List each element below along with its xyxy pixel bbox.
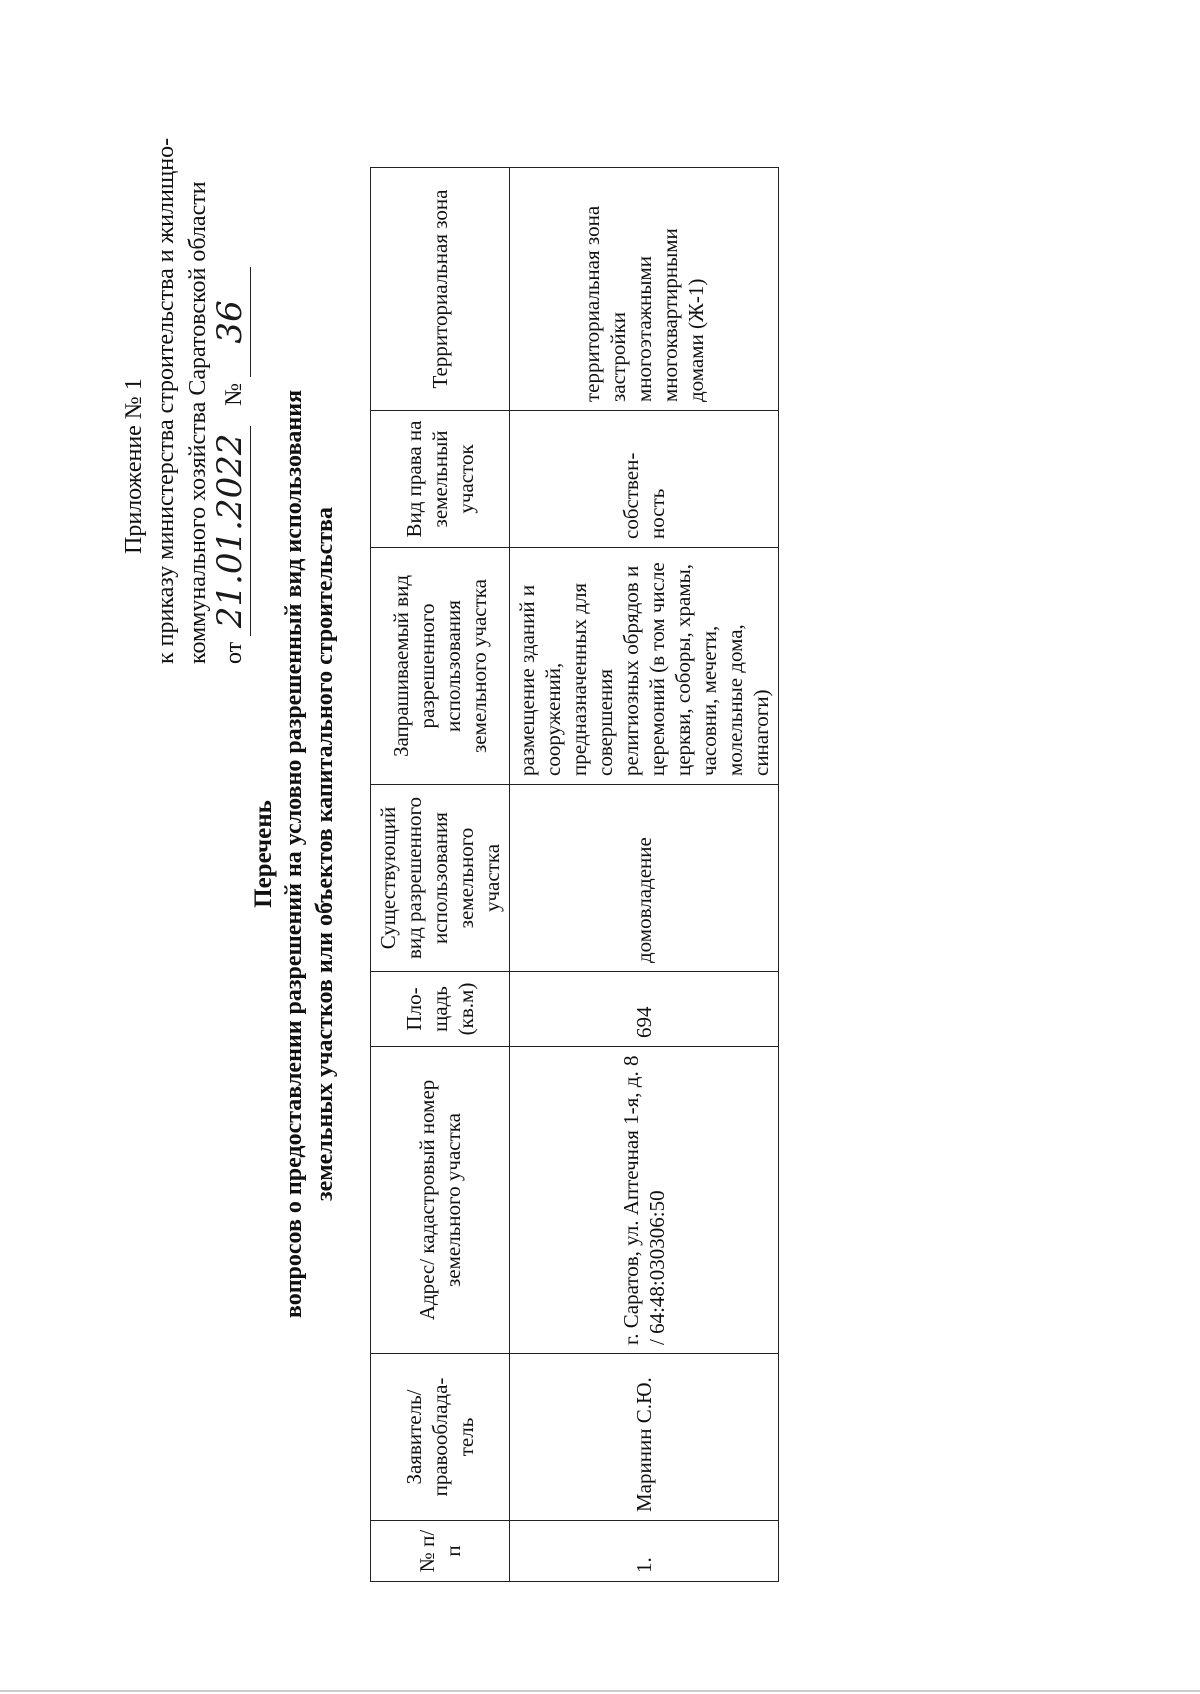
title-line-1: вопросов о предоставлении разрешений на условно разрешенный вид использования bbox=[281, 389, 307, 1319]
cell-address: г. Саратов, ул. Аптечная 1-я, д. 8 / 64:48:030306:50 bbox=[510, 1047, 779, 1354]
header-area: Пло-щадь (кв.м) bbox=[371, 972, 510, 1047]
cell-zone: территориальная зона застройки многоэтажными многоквартирными домами (Ж-1) bbox=[510, 168, 779, 411]
handwritten-number: 36 bbox=[210, 300, 250, 344]
header-right-type: Вид права на земельный участок bbox=[371, 411, 510, 548]
number-label: № bbox=[221, 382, 247, 406]
header-address: Адрес/ кадастровый номер земельного участка bbox=[371, 1047, 510, 1354]
cell-right-type: собствен-ность bbox=[510, 411, 779, 548]
document-title bbox=[248, 174, 341, 1534]
cell-num: 1. bbox=[510, 1521, 779, 1582]
permits-table bbox=[370, 167, 779, 1582]
handwritten-date: 21.01.2022 bbox=[210, 433, 250, 629]
header-num: № п/п bbox=[371, 1521, 510, 1582]
title-line-2: земельных участков или объектов капитального строительства bbox=[312, 507, 338, 1201]
appendix-header bbox=[118, 44, 251, 664]
header-zone: Территориальная зона bbox=[371, 168, 510, 411]
scan-edge-line bbox=[0, 1690, 1200, 1692]
cell-existing-use: домовладение bbox=[510, 785, 779, 972]
header-requested-use: Запрашиваемый вид разрешенного использования земельного участка bbox=[371, 548, 510, 785]
cell-area: 694 bbox=[510, 972, 779, 1047]
table-body bbox=[510, 168, 779, 1582]
appendix-date-line bbox=[210, 44, 251, 664]
header-existing-use: Существующий вид разрешенного использования земельного участка bbox=[371, 785, 510, 972]
table-row bbox=[510, 168, 779, 1582]
cell-requested-use: размещение зданий и сооружений, предназначенных для совершения религиозных обрядов и церемоний (в том числе церкви, соборы, храмы, часовни, мечети, молельные дома, синагоги) bbox=[510, 548, 779, 785]
cell-applicant: Маринин С.Ю. bbox=[510, 1354, 779, 1521]
title-heading: Перечень bbox=[250, 800, 277, 908]
appendix-ministry-line: коммунального хозяйства Саратовской области bbox=[185, 181, 211, 664]
header-applicant: Заявитель/ правооблада-тель bbox=[371, 1354, 510, 1521]
number-field bbox=[210, 267, 251, 377]
table-header bbox=[371, 168, 510, 1582]
appendix-number: Приложение № 1 bbox=[121, 378, 147, 554]
from-label: от bbox=[221, 641, 247, 664]
date-field bbox=[210, 426, 251, 636]
appendix-order-line: к приказу министерства строительства и жилищно- bbox=[153, 137, 179, 664]
header-row bbox=[371, 168, 510, 1582]
